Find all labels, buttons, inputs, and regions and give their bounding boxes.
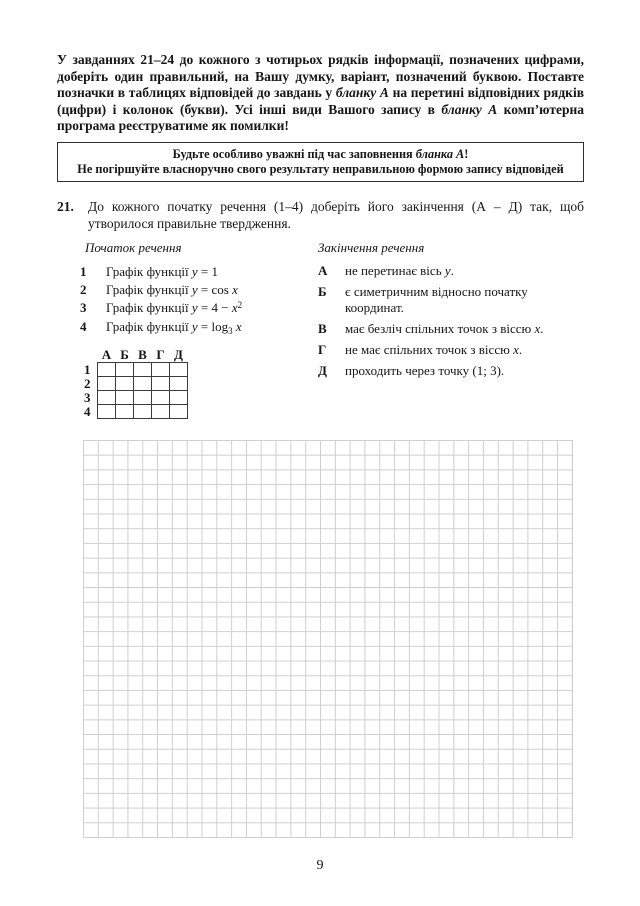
ending-text: не перетинає вісь y. bbox=[345, 263, 454, 278]
answer-cell-1a bbox=[98, 363, 116, 377]
answer-grid-row-header: 2 bbox=[84, 376, 91, 391]
answer-grid-header-row bbox=[84, 346, 188, 363]
answer-cell-4v bbox=[134, 405, 152, 419]
notice-line-1: Будьте особливо уважні під час заповнення бланка А! bbox=[172, 147, 469, 161]
answer-grid-col-header: А bbox=[101, 346, 112, 362]
ending-text: не має спільних точок з віссю x. bbox=[345, 342, 523, 357]
answer-cell-3b bbox=[116, 391, 134, 405]
ending-letter: Б bbox=[318, 284, 327, 299]
answer-cell-2b bbox=[116, 377, 134, 391]
ending-text: проходить через точку (1; 3). bbox=[345, 363, 505, 378]
beginning-item-1 bbox=[80, 263, 308, 281]
answer-cell-1v bbox=[134, 363, 152, 377]
answer-grid bbox=[84, 346, 308, 419]
answer-grid-row-header: 1 bbox=[84, 362, 91, 377]
ending-item-a bbox=[318, 263, 584, 279]
beginning-item-2 bbox=[80, 281, 308, 299]
answer-cell-3g bbox=[152, 391, 170, 405]
answer-cell-3d bbox=[170, 391, 188, 405]
ending-item-g bbox=[318, 342, 584, 358]
answer-cell-1b bbox=[116, 363, 134, 377]
answer-grid-col-header: Б bbox=[120, 346, 129, 362]
intro-instructions: У завданнях 21–24 до кожного з чотирьох рядків інформації, позначених цифрами, доберіть один правильний, на Вашу думку, варіант, позначений буквою. Поставте позначки в таблицях відповідей до завдань у бланку А на перетині відповідних рядків (цифри) і колонок (букви). Усі інші види Вашого запису в бланку А комп’ютерна програма реєструватиме як помилки! bbox=[57, 52, 584, 134]
answer-cell-2d bbox=[170, 377, 188, 391]
beginning-text: Графік функції $y = 4 - x^2$ bbox=[106, 300, 243, 315]
beginning-text: Графік функції y = cos x bbox=[106, 282, 238, 297]
task-21 bbox=[57, 199, 584, 232]
answer-cell-1g bbox=[152, 363, 170, 377]
answer-cell-4a bbox=[98, 405, 116, 419]
answer-cell-3a bbox=[98, 391, 116, 405]
sentence-endings-column bbox=[318, 240, 584, 384]
answer-cell-4d bbox=[170, 405, 188, 419]
beginning-number: 4 bbox=[80, 319, 87, 334]
answer-grid-corner bbox=[84, 346, 98, 363]
ending-letter: В bbox=[318, 321, 327, 336]
beginning-text: Графік функції y = 1 bbox=[106, 264, 218, 279]
notice-box bbox=[57, 142, 584, 182]
answer-cell-2a bbox=[98, 377, 116, 391]
beginning-item-3 bbox=[80, 299, 308, 318]
answer-grid-col-header: Д bbox=[174, 346, 183, 362]
beginning-number: 1 bbox=[80, 264, 87, 279]
right-column-header: Закінчення речення bbox=[318, 240, 425, 255]
answer-grid-row-4 bbox=[84, 405, 188, 419]
answer-cell-1d bbox=[170, 363, 188, 377]
answer-grid-row-header: 4 bbox=[84, 404, 91, 419]
ending-text: є симетричним відносно початку координат. bbox=[345, 284, 528, 315]
answer-table bbox=[84, 346, 188, 419]
ending-letter: Г bbox=[318, 342, 327, 357]
answer-cell-2v bbox=[134, 377, 152, 391]
answer-grid-row-3 bbox=[84, 391, 188, 405]
beginning-text: Графік функції $y = \log_3 x$ bbox=[106, 319, 242, 336]
answer-cell-3v bbox=[134, 391, 152, 405]
answer-grid-col-header: В bbox=[138, 346, 147, 362]
ending-item-v bbox=[318, 321, 584, 337]
answer-cell-4b bbox=[116, 405, 134, 419]
answer-grid-row-header: 3 bbox=[84, 390, 91, 405]
answer-grid-row-2 bbox=[84, 377, 188, 391]
sentence-beginnings-column bbox=[80, 240, 308, 419]
task-text: До кожного початку речення (1–4) доберіть його закінчення (А – Д) так, щоб утворилося правильне твердження. bbox=[88, 199, 584, 231]
answer-cell-2g bbox=[152, 377, 170, 391]
beginning-number: 2 bbox=[80, 282, 87, 297]
beginning-number: 3 bbox=[80, 300, 87, 315]
ending-item-b bbox=[318, 284, 584, 316]
ending-item-d bbox=[318, 363, 584, 379]
task-number: 21. bbox=[57, 199, 74, 214]
beginning-item-4 bbox=[80, 318, 308, 337]
answer-grid-col-header: Г bbox=[156, 346, 165, 362]
answer-grid-row-1 bbox=[84, 363, 188, 377]
ending-text: має безліч спільних точок з віссю x. bbox=[345, 321, 544, 336]
answer-cell-4g bbox=[152, 405, 170, 419]
notice-line-2: Не погіршуйте власноручно свого результату неправильною формою запису відповідей bbox=[77, 162, 564, 176]
left-column-header: Початок речення bbox=[85, 240, 182, 255]
ending-letter: Д bbox=[318, 363, 327, 378]
page-number: 9 bbox=[316, 858, 324, 873]
ending-letter: А bbox=[318, 263, 328, 278]
graph-paper-work-area bbox=[83, 440, 573, 838]
